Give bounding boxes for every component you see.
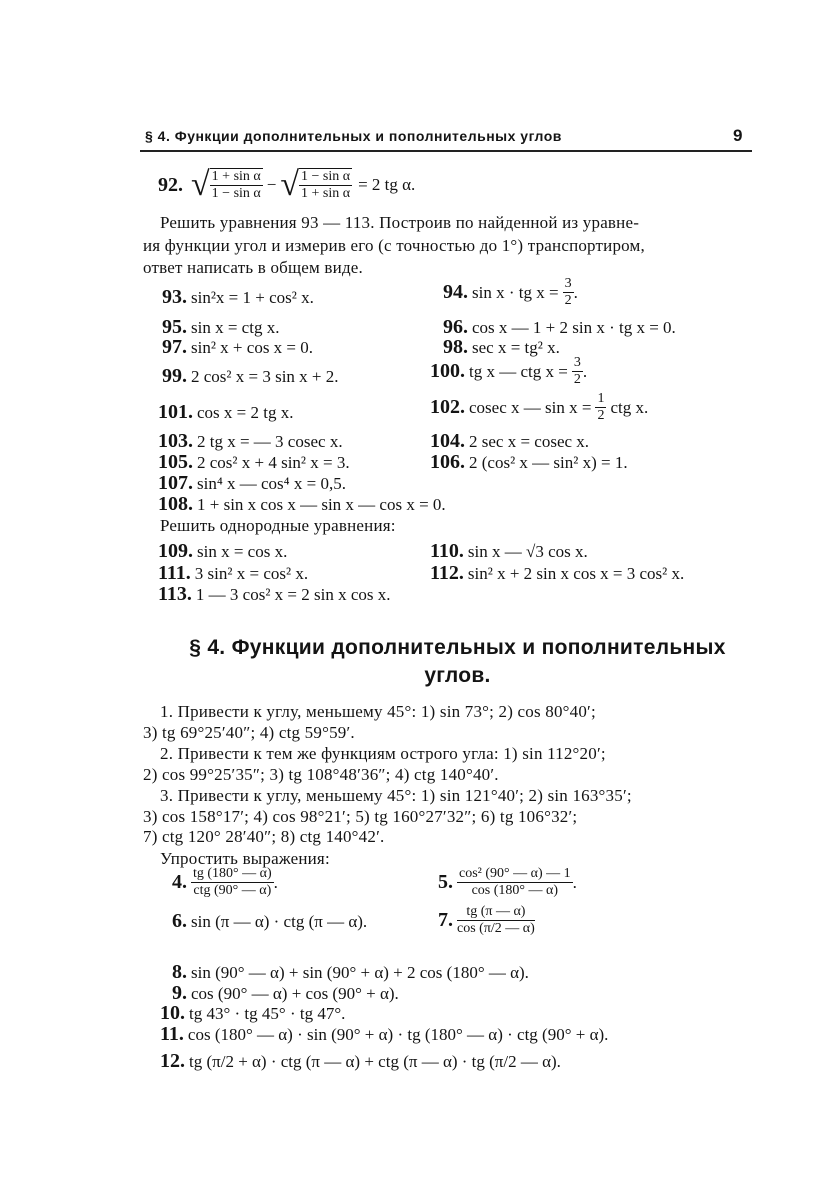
task-line: 1. Привести к углу, меньшему 45°: 1) sin 73°; 2) cos 80°40′;	[160, 702, 596, 721]
equation: 108. 1 + sin x cos x — sin x — cos x = 0.	[158, 493, 446, 515]
simplify-item: 11. cos (180° — α) · sin (90° + α) · tg (180° — α) · ctg (90° + α).	[160, 1023, 609, 1045]
simplify-label: Упростить выражения:	[160, 849, 330, 868]
task-line: 2) cos 99°25′35″; 3) tg 108°48′36″; 4) ctg 140°40′.	[143, 765, 499, 784]
task-line: 3. Привести к углу, меньшему 45°: 1) sin 121°40′; 2) sin 163°35′;	[160, 786, 632, 805]
task-line: 2. Привести к тем же функциям острого угла: 1) sin 112°20′;	[160, 744, 606, 763]
equation: 103. 2 tg x = — 3 cosec x.	[158, 430, 343, 452]
equation: 94. sin x · tg x = $\frac{3}{2}$ .	[443, 276, 578, 308]
header-rule	[140, 150, 752, 152]
root-fraction-1: $\frac{\text{1 + sin α}}{\text{1 − sin α}}$	[211, 169, 261, 201]
intro-line: ия функции угол и измерив его (с точностью до 1°) транспортиром,	[143, 236, 645, 255]
equation: 107. sin⁴ x — cos⁴ x = 0,5.	[158, 472, 346, 494]
equation: 111. 3 sin² x = cos² x.	[158, 562, 309, 584]
equation: 105. 2 cos² x + 4 sin² x = 3.	[158, 451, 350, 473]
simplify-item: 6. sin (π — α) · ctg (π — α).	[172, 910, 368, 932]
problem-number: 92.	[158, 173, 183, 196]
equation: 104. 2 sec x = cosec x.	[430, 430, 590, 452]
simplify-item: 12. tg (π/2 + α) · ctg (π — α) + ctg (π — α) · tg (π/2 — α).	[160, 1050, 561, 1072]
sqrt-icon: √	[191, 166, 210, 203]
task-line: 7) ctg 120° 28′40″; 8) ctg 140°42′.	[143, 827, 385, 846]
equation: 93. sin²x = 1 + cos² x.	[162, 286, 314, 308]
equation: 110. sin x — √3 cos x.	[430, 540, 588, 562]
equation: 106. 2 (cos² x — sin² x) = 1.	[430, 451, 628, 473]
equation: 95. sin x = ctg x.	[162, 316, 280, 338]
intro-line: Решить уравнения 93 — 113. Построив по найденной из уравне-	[160, 213, 640, 232]
root-fraction-2: $\frac{\text{1 − sin α}}{\text{1 + sin α}}$	[301, 169, 351, 201]
running-title: § 4. Функции дополнительных и пополнительных углов	[145, 128, 562, 144]
simplify-item: 5. $\frac{\text{cos² (90° — α) — 1}}{\cos (180^\circ — \alpha)}$ .	[438, 866, 577, 898]
equation: 96. cos x — 1 + 2 sin x · tg x = 0.	[443, 316, 676, 338]
simplify-item: 8. sin (90° — α) + sin (90° + α) + 2 cos (180° — α).	[172, 961, 529, 983]
equation: 113. 1 — 3 cos² x = 2 sin x cos x.	[158, 583, 391, 605]
page-number: 9	[733, 126, 743, 145]
intro-line: ответ написать в общем виде.	[143, 258, 364, 277]
problem-92: 92. √ $\frac{\text{1 + sin α}}{\text{1 − sin α}}$ − √ $\frac{\text{1 − sin α}}{\text{1 + sin α}}$ = 2 tg α.	[158, 166, 416, 203]
homogeneous-label: Решить однородные уравнения:	[160, 516, 396, 535]
section-heading: § 4. Функции дополнительных и пополнительных углов.	[189, 636, 726, 687]
simplify-item: 10. tg 43° · tg 45° · tg 47°.	[160, 1002, 346, 1024]
equation: 109. sin x = cos x.	[158, 540, 288, 562]
task-line: 3) tg 69°25′40″; 4) ctg 59°59′.	[143, 723, 355, 742]
equation: 100. tg x — ctg x = $\frac{3}{2}$ .	[430, 355, 588, 387]
simplify-item: 7. $\frac{tg (\pi — \alpha)}{\cos (\pi/2 — \alpha)}$	[438, 904, 535, 936]
equation: 99. 2 cos² x = 3 sin x + 2.	[162, 365, 339, 387]
equation: 97. sin² x + cos x = 0.	[162, 336, 314, 358]
equation: 101. cos x = 2 tg x.	[158, 401, 294, 423]
simplify-item: 9. cos (90° — α) + cos (90° + α).	[172, 982, 399, 1004]
task-line: 3) cos 158°17′; 4) cos 98°21′; 5) tg 160°27′32″; 6) tg 106°32′;	[143, 807, 578, 826]
simplify-item: 4. $\frac{tg (180^\circ — \alpha)}{\text{ctg (90° — α)}}$ .	[172, 866, 278, 898]
equation: 98. sec x = tg² x.	[443, 336, 560, 358]
equation: 112. sin² x + 2 sin x cos x = 3 cos² x.	[430, 562, 685, 584]
sqrt-icon: √	[280, 166, 300, 203]
equation: 102. cosec x — sin x = $\frac{1}{2}$ ctg x.	[430, 391, 649, 423]
